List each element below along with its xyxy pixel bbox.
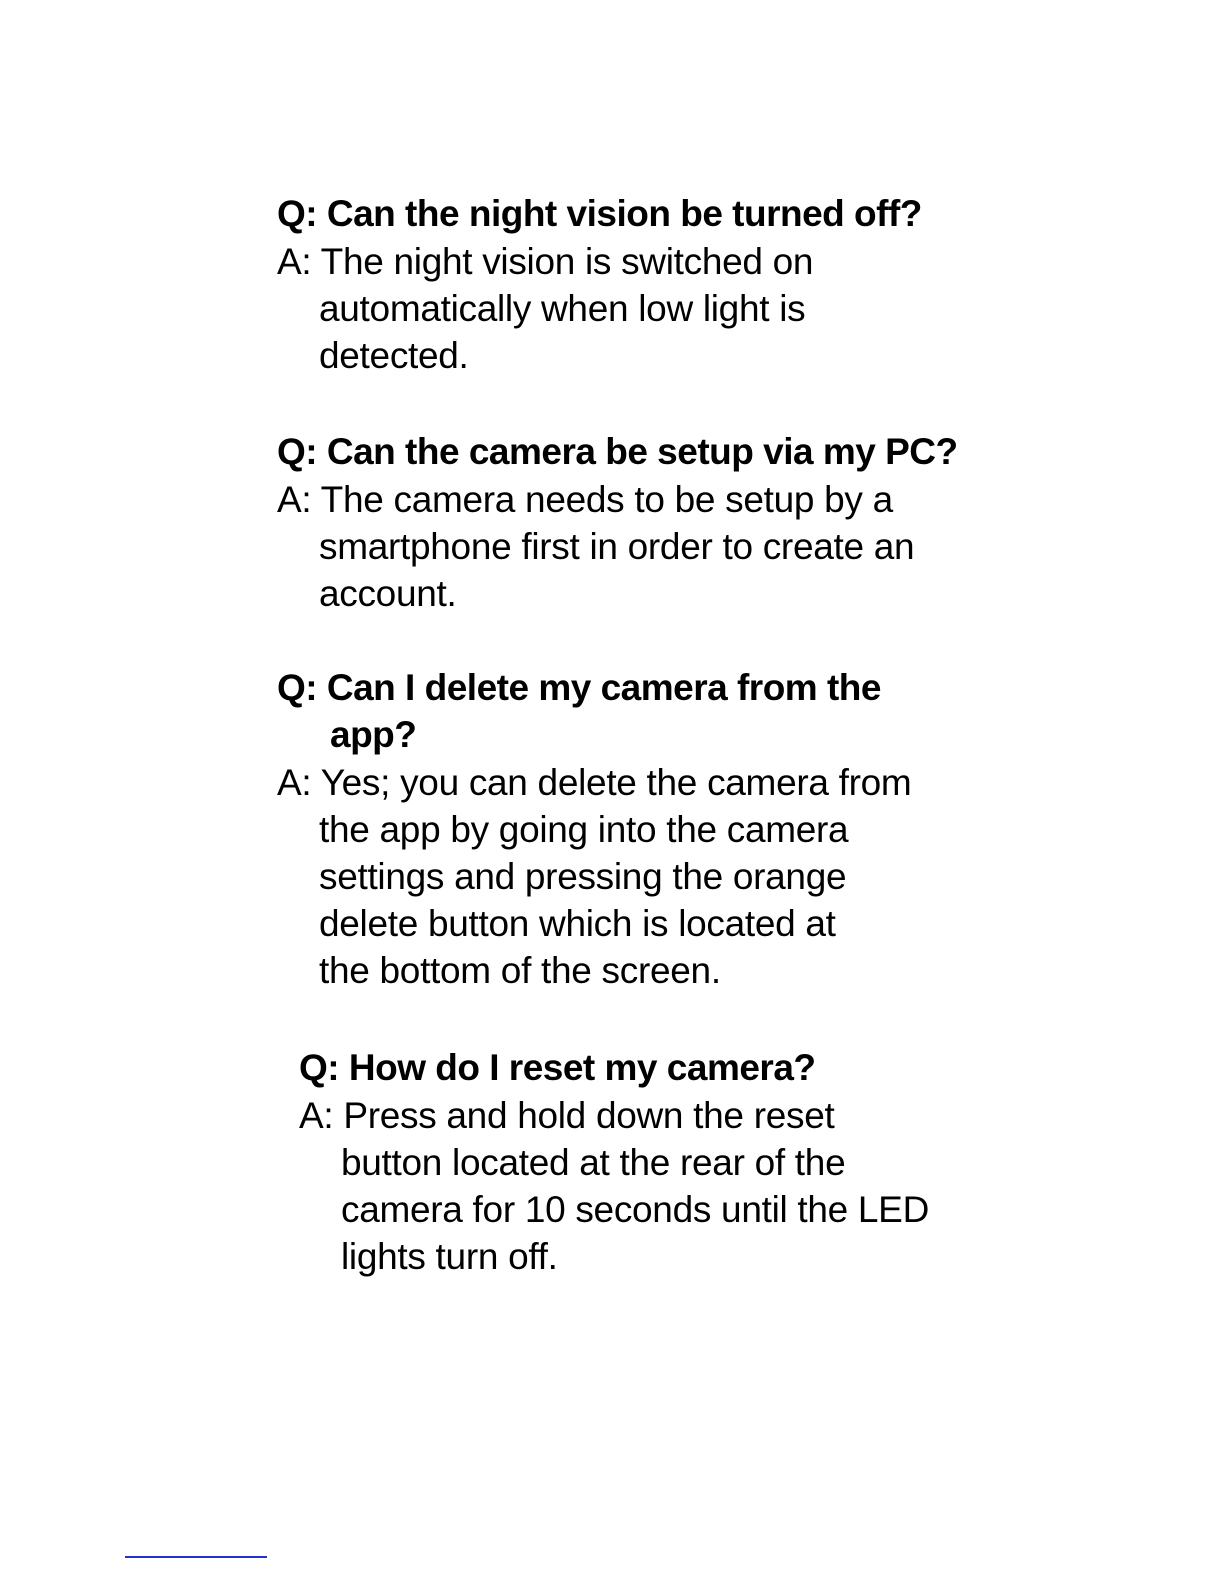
answer-text: A: The camera needs to be setup by a [277, 479, 893, 520]
footer-divider [125, 1556, 267, 1558]
question-text: Q: Can the camera be setup via my PC? [277, 431, 958, 472]
answer-text: the bottom of the screen. [319, 950, 721, 991]
answer-text: lights turn off. [341, 1236, 558, 1277]
answer-text: detected. [319, 335, 469, 376]
answer-text: smartphone first in order to create an [319, 526, 915, 567]
answer-text: account. [319, 573, 457, 614]
answer-text: A: Press and hold down the reset [299, 1095, 835, 1136]
answer-text: A: Yes; you can delete the camera from [277, 762, 912, 803]
answer-text: settings and pressing the orange [319, 856, 847, 897]
question-text: Q: How do I reset my camera? [299, 1047, 816, 1088]
answer-text: automatically when low light is [319, 288, 806, 329]
answer-text: the app by going into the camera [319, 809, 849, 850]
answer-text: A: The night vision is switched on [277, 241, 814, 282]
answer-text: camera for 10 seconds until the LED [341, 1189, 929, 1230]
answer-text: button located at the rear of the [341, 1142, 846, 1183]
question-text: Q: Can the night vision be turned off? [277, 193, 922, 234]
answer-text: delete button which is located at [319, 903, 836, 944]
question-text: app? [330, 714, 417, 755]
question-text: Q: Can I delete my camera from the [277, 667, 881, 708]
